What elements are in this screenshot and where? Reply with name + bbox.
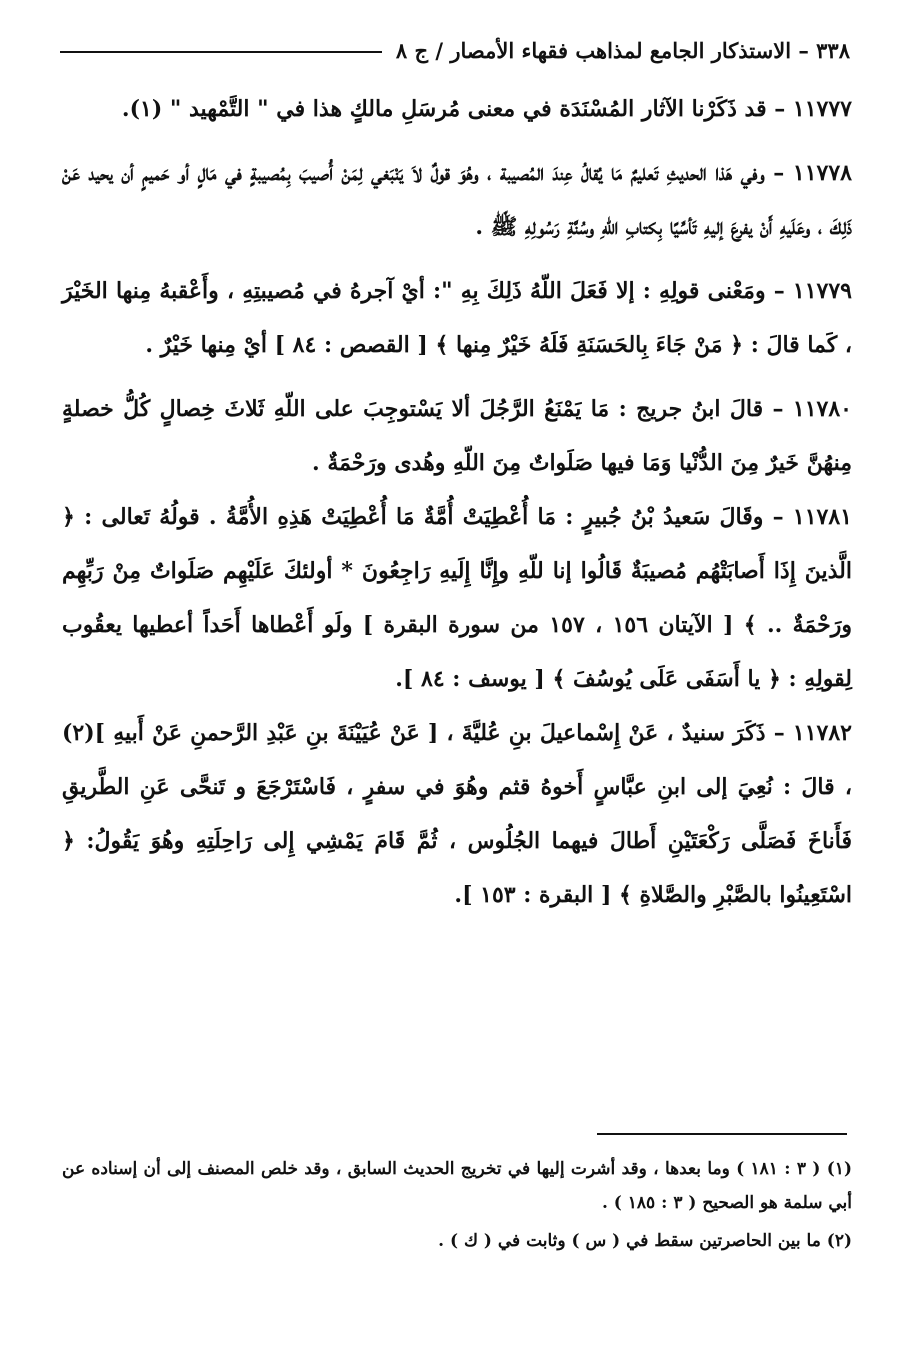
paragraph-11779: ١١٧٧٩ – ومَعْنى قولِهِ : إلا فَعَلَ اللّهُ ذَلِكَ بِهِ ": أيْ آجرهُ في مُصيبتِهِ ، وأَعْقبهُ مِنها الخَيْرَ ، كَما قالَ : ﴿ مَنْ جَاءَ بِالحَسَنَةِ فَلَهُ خَيْرٌ مِنها ﴾ [ القصص : ٨٤ ] أيْ مِنها خَيْرٌ . xyxy=(62,278,852,358)
page-header xyxy=(60,30,850,70)
footnotes xyxy=(62,1152,852,1258)
footnote-separator xyxy=(597,1133,847,1135)
paragraph-11778: ١١٧٧٨ – وفي هَذا الحديثِ تَعليمٌ مَا يُقالُ عِندَ المُصيبة ، وهُوَ قولٌ لاَ يَنْبَغي لِمَنْ أُصيبَ بِمُصيبةٍ في مَالٍ أو حَميمٍ أن يحيد عَنْ ذَلِكَ ، وعَلَيهِ أَنْ يفرعَ إليهِ تَأسِّيًا بِكتابِ اللّهِ وسُنَّةِ رَسُولِهِ ﷺ . xyxy=(62,160,852,240)
paragraph-11782: ١١٧٨٢ – ذَكَرَ سنيدٌ ، عَنْ إِسْماعيلَ بنِ عُليَّةَ ، [ عَنْ عُيَيْنَةَ بنِ عَبْدِ الرَّحمنِ عَنْ أَبيهِ ](٢) ، قالَ : نُعِيَ إلى ابنِ عبَّاسٍ أَخوهُ قثم وهُوَ في سفرٍ ، فَاسْتَرْجَعَ و تَنحَّى عَنِ الطَّريقِ فَأَناخَ فَصَلَّى رَكْعَتَيْنِ أَطالَ فيهما الجُلُوس ، ثُمَّ قَامَ يَمْشِي إِلى رَاحِلَتِهِ وهُوَ يَقُولُ: ﴿ اسْتَعِينُوا بالصَّبْرِ والصَّلاةِ ﴾ [ البقرة : ١٥٣ ]. xyxy=(62,720,852,908)
paragraph-11777: ١١٧٧٧ – قد ذَكَرْنا الآثار المُسْنَدَة في معنى مُرسَلِ مالكٍ هذا في " التَّمْهيد " (١). xyxy=(121,96,852,122)
paragraph-11780: ١١٧٨٠ – قالَ ابنُ جريج : مَا يَمْنَعُ الرَّجُلَ ألا يَسْتوجِبَ على اللّهِ ثَلاثَ خِصالٍ كُلُّ خصلةٍ مِنهُنَّ خَيرٌ مِنَ الدُّنْيا وَمَا فيها صَلَواتٌ مِنَ اللّهِ وهُدى ورَحْمَةٌ . xyxy=(62,396,852,476)
footnote-2: (٢) ما بين الحاصرتين سقط في ( س ) وثابت في ( ك ) . xyxy=(438,1231,852,1251)
footnote-1: (١) ( ٣ : ١٨١ ) وما بعدها ، وقد أشرت إليها في تخريج الحديث السابق ، وقد خلص المصنف إلى أن إسناده عن أبي سلمة هو الصحيح ( ٣ : ١٨٥ ) . xyxy=(62,1159,852,1213)
header-rule xyxy=(60,51,382,53)
running-title: ٣٣٨ – الاستذكار الجامع لمذاهب فقهاء الأمصار / ج ٨ xyxy=(395,37,850,63)
main-text xyxy=(62,82,852,922)
paragraph-11781: ١١٧٨١ – وقَالَ سَعيدُ بْنُ جُبيرٍ : مَا أُعْطِيَتْ أُمَّةٌ مَا أُعْطِيَتْ هَذِهِ الأُمَّةُ . قولُهُ تَعالى : ﴿ الَّذينَ إِذَا أَصابَتْهُم مُصيبَةٌ قَالُوا إنا للّهِ وإِنَّا إِلَيهِ رَاجِعُونَ * أولئكَ عَلَيْهِم صَلَواتٌ مِنْ رَبِّهِم ورَحْمَةٌ .. ﴾ [ الآيتان ١٥٦ ، ١٥٧ من سورة البقرة ] ولَو أَعْطاها أَحَداً أعطيها يعقُوب لِقولِهِ : ﴿ يا أَسَفَى عَلَى يُوسُفَ ﴾ [ يوسف : ٨٤ ]. xyxy=(62,504,852,692)
